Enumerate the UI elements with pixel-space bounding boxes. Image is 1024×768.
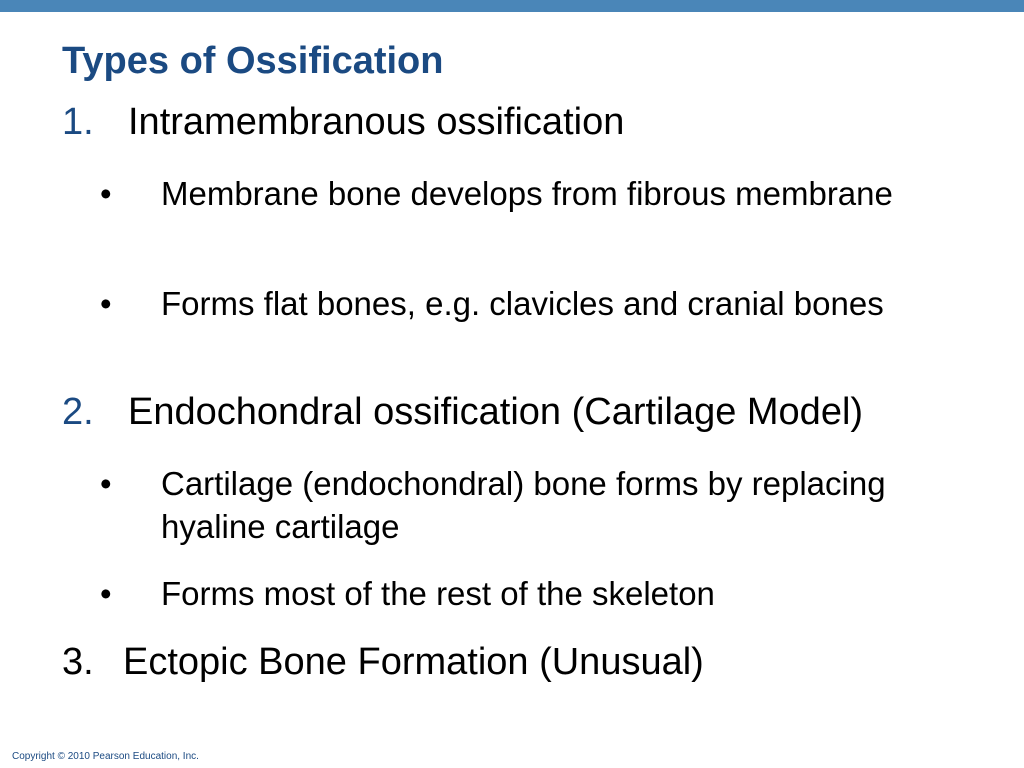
bullet-item <box>100 462 960 548</box>
bullet-icon: • <box>100 285 112 322</box>
numbered-item-2 <box>62 390 962 434</box>
item-number: 3. <box>62 641 94 683</box>
bullet-icon: • <box>100 175 112 212</box>
copyright-footer: Copyright © 2010 Pearson Education, Inc. <box>12 751 199 762</box>
numbered-item-1 <box>62 100 962 144</box>
bullet-icon: • <box>100 575 112 612</box>
bullet-item <box>100 282 960 368</box>
item-text: Endochondral ossification (Cartilage Model) <box>128 391 864 433</box>
item-text: Ectopic Bone Formation (Unusual) <box>123 641 704 683</box>
bullet-item <box>100 572 960 615</box>
item-text: Intramembranous ossification <box>128 101 625 143</box>
bullet-text: Membrane bone develops from fibrous membrane <box>161 175 893 212</box>
top-accent-bar <box>0 0 1024 12</box>
slide-title: Types of Ossification <box>62 40 444 82</box>
item-number: 1. <box>62 101 94 143</box>
numbered-item-3 <box>62 640 962 684</box>
item-number: 2. <box>62 391 94 433</box>
bullet-text: Forms most of the rest of the skeleton <box>161 575 715 612</box>
bullet-item <box>100 172 960 258</box>
bullet-text: Cartilage (endochondral) bone forms by replacing hyaline cartilage <box>161 465 886 545</box>
bullet-text: Forms flat bones, e.g. clavicles and cranial bones <box>161 285 884 322</box>
bullet-icon: • <box>100 465 112 502</box>
